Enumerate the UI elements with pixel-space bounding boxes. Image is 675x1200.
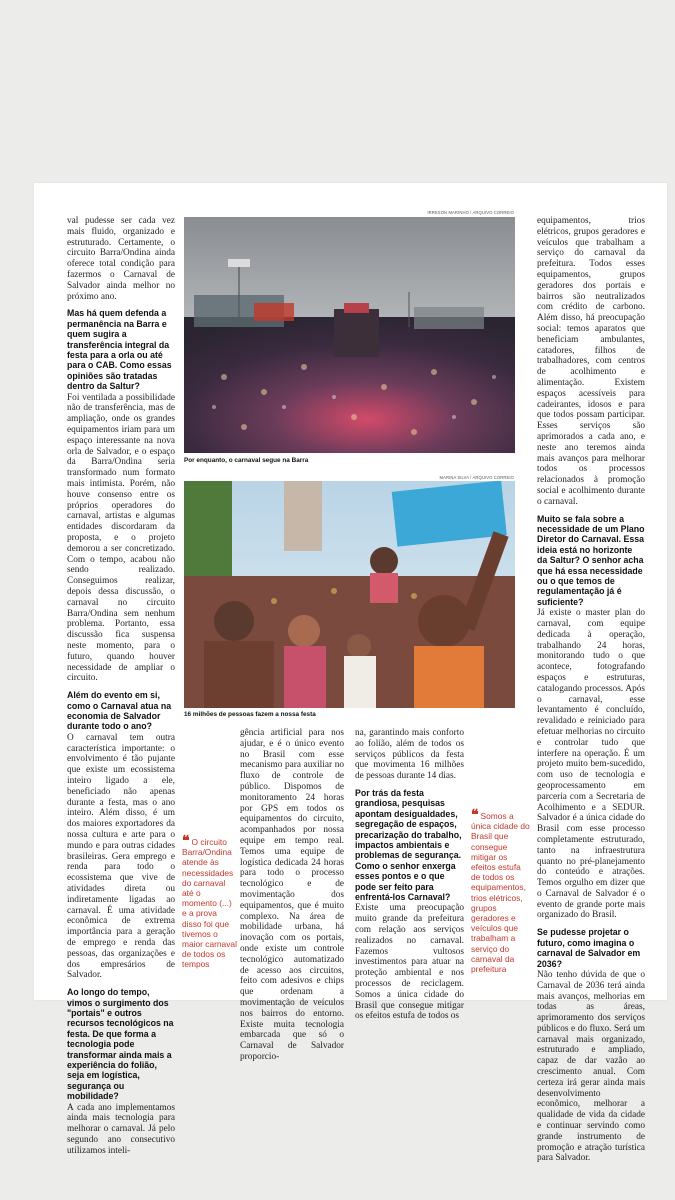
photo-caption: 16 milhões de pessoas fazem a nossa festa <box>184 711 316 718</box>
paragraph: equipamentos, trios elétricos, grupos geradores e veículos que trabalham a serviço do carnaval da prefeitura. Todos esses equipamentos, grupos geradores dos portais e bairros são neutralizados com crédito de carbono. Além disso, há preocupação social: temos aparatos que beneficiam ambulantes, catadores, filhos de trabalhadores, com centros de acolhimento e alimentação. Existem espaços acessíveis para cadeirantes, idosos e para que todos possam participar. Esses serviços são aprimorados a cada ano, e neste ano teremos ainda mais avanços para melhorar todos os processos relacionados à promoção social e acolhimento durante o carnaval. <box>537 216 645 507</box>
quote-mark-icon: ❝ <box>471 808 479 823</box>
paragraph: Existe uma preocupação muito grande da prefeitura com relação aos serviços realizados no carnaval. Fazemos vultosos investimentos para atuar na proteção ambiental e nos processos de reciclagem. Somos a única cidade do Brasil que consegue mitigar os efeitos estufa de todos os <box>355 903 464 1022</box>
pull-quote-text: Somos a única cidade do Brasil que consegue mitigar os efeitos estufa de todos os equipamentos, trios elétricos, grupos geradores e veículos que trabalham a serviço do carnaval da prefeitura <box>471 811 530 975</box>
pull-quote <box>471 808 531 975</box>
photo-caption: Por enquanto, o carnaval segue na Barra <box>184 457 309 464</box>
paragraph: Já existe o master plan do carnaval, com equipe dedicada à operação, trabalhando 24 horas, monitorando tudo o que acontece, fotografando espaços e estruturas, catalogando processos. Após o carnaval, esse levantamento é concluído, revalidado e reiniciado para efetuar melhorias no circuito e controlar tudo que interfere na operação. É um projeto muito bem-sucedido, com uso de tecnologia e geoprocessamento em parceria com a Secretaria de Acolhimento e a SEDUR. Salvador é a única cidade do Brasil com esse processo completamente estruturado, tanto na infraestrutura quanto no pré-planejamento do conteúdo e atrações. Temos orgulho em dizer que o Carnaval de Salvador é o evento de grande porte mais organizado do Brasil. <box>537 608 645 921</box>
interview-question: Muito se fala sobre a necessidade de um Plano Diretor do Carnaval. Essa ideia está no horizonte da Saltur? O senhor acha que há essa necessidade ou o que temos de regulamentação já é suficiente? <box>537 513 645 607</box>
paragraph: Não tenho dúvida de que o Carnaval de 2036 terá ainda mais avanços, melhorias em todas as áreas, aprimoramento dos serviços públicos e do fluxo. Será um carnaval mais organizado, estruturado e ampliado, capaz de dar vazão ao crescimento anual. Com certeza irá gerar ainda mais desenvolvimento econômico, melhorar a qualidade de vida da cidade e continuar servindo como grande instrumento de promoção e atração turística para Salvador. <box>537 969 645 1164</box>
newspaper-page <box>34 183 667 1164</box>
photo-carnival-revelers <box>184 481 515 708</box>
photo-carnival-crowd-barra <box>184 217 515 453</box>
interview-question: Por trás da festa grandiosa, pesquisas apontam desigualdades, segregação de espaços, precarização do trabalho, impactos ambientais e problemas de segurança. Como o senhor enxerga esses pontos e o que pode ser feito para enfrentá-los Carnaval? <box>355 787 462 903</box>
paragraph: gência artificial para nos ajudar, e é o único evento no Brasil com esse mecanismo para auxiliar no fluxo de controle de público. Dispomos de monitoramento 24 horas por GPS em todos os equipamentos do circuito, acompanhados por nossa equipe em tempo real. Temos uma equipe de logística dedicada 24 horas para todo o processo tecnológico e de movimentação dos equipamentos, que é muito complexo. Na área de mobilidade urbana, há inovação com os portais, onde existe um controle tecnológico automatizado de acesso aos circuitos, feito com adesivos e chips que ordenam a movimentação de veículos nos bairros do entorno. Existe muita tecnologia embarcada que só o Carnaval de Salvador proporcio- <box>240 728 344 1062</box>
photo-credit: MARINA SILVA / ARQUIVO CORREIO <box>439 475 514 480</box>
quote-mark-icon: ❝ <box>182 834 190 849</box>
pull-quote-text: O circuito Barra/Ondina atende às necessidades do carnaval até o momento (...) e a prova disso foi que tivemos o maior carnaval de todos os tempos <box>182 837 237 970</box>
paragraph: O carnaval tem outra característica importante: o envolvimento é tão pujante que existe um ecossistema inteiro ligado a ele, beneficiado não apenas durante a festa, mas o ano inteiro. Além disso, é um dos maiores exportadores da nossa cultura e arte para o mundo e para outras cidades brasileiras. Gera emprego e renda para todo o ecossistema que vive de atividades direta ou indiretamente ligadas ao carnaval. É uma atividade econômica de extrema importância para a geração de emprego e renda das pessoas, das organizações e dos empresários de Salvador. <box>67 732 175 981</box>
pull-quote <box>182 834 237 970</box>
interview-question: Mas há quem defenda a permanência na Barra e quem sugira a transferência integral da festa para a orla ou até para o CAB. Como essas opiniões são tratadas dentro da Saltur? <box>67 308 172 392</box>
article-column-1 <box>67 216 175 1161</box>
paragraph: val pudesse ser cada vez mais fluido, organizado e estruturado. Certamente, o circuito Barra/Ondina ainda oferece total condição para fazermos o Carnaval de Salvador ainda melhor no próximo ano. <box>67 216 175 302</box>
article-column-5 <box>537 216 645 1168</box>
photo-credit: IRRESON MARINHO / ARQUIVO CORREIO <box>427 210 514 215</box>
article-column-3 <box>355 728 464 1026</box>
interview-question: Além do evento em si, como o Carnaval atua na economia de Salvador durante todo o ano? <box>67 690 172 732</box>
paragraph: A cada ano implementamos ainda mais tecnologia para melhorar o carnaval. Já pelo segundo ano consecutivo utilizamos inteli- <box>67 1102 175 1156</box>
paragraph: na, garantindo mais conforto ao folião, além de todos os serviços públicos da festa que movimenta 16 milhões de pessoas durante 14 dias. <box>355 728 464 782</box>
interview-question: Se pudesse projetar o futuro, como imagina o carnaval de Salvador em 2036? <box>537 927 641 969</box>
paragraph: Foi ventilada a possibilidade não de transferência, mas de ampliação, onde os grandes equipamentos iriam para um espaço interessante na nova orla de Salvador, e o espaço da Barra/Ondina seria transformado num formato mais intimista. Porém, não houve consenso entre os próprios operadores do carnaval, artistas e algumas entidades discordaram da proposta, e o projeto demorou a ser concretizado. Com o tempo, acabou não sendo realizado. Conseguimos realizar, depois dessa discussão, o carnaval no circuito Barra/Ondina sem nenhum problema. Portanto, essa discussão fica suspensa neste momento, para o futuro, quando houver necessidade de ampliar o circuito. <box>67 392 175 684</box>
interview-question: Ao longo do tempo, vimos o surgimento dos "portais" e outros recursos tecnológicos na festa. De que forma a tecnologia pode transformar ainda mais a experiência do folião, seja em logística, segurança ou mobilidade? <box>67 987 174 1102</box>
